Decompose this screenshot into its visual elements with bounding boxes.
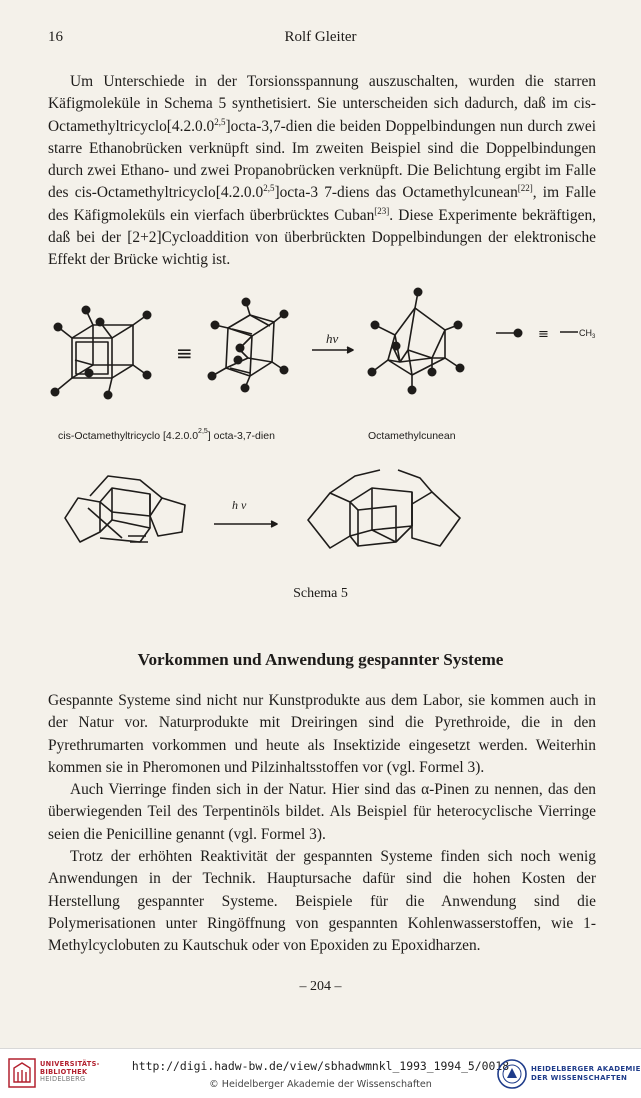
molecule-bridged-cubane: [308, 470, 460, 548]
paragraphs-section: [48, 690, 596, 958]
digital-library-bar: [0, 1048, 641, 1098]
molecule-octa-dien: [212, 302, 284, 388]
footer-page-number: – 204 –: [299, 979, 342, 994]
paragraph-natural-systems: Gespannte Systeme sind nicht nur Kunstprodukte aus dem Labor, sie kommen auch in der Natur vor. Naturprodukte mit Dreiringen sind die Pyrethroide, die in den Pyrethrumarten vorkommen und heute als Insektizide eingesetzt werden. Weiterhin kommen sie in Pheromonen und Pilzinhaltsstoffen vor (vgl. Formel 3).: [48, 692, 596, 776]
molecule-octamethylcunean: [372, 292, 460, 390]
hv-label-2: h ν: [232, 498, 247, 512]
library-name: UNIVERSITÄTS- BIBLIOTHEK HEIDELBERG: [40, 1060, 100, 1084]
paragraph-four-rings: Auch Vierringe finden sich in der Natur. Hier sind das α-Pinen zu nennen, das den überwiegenden Teil des Terpentinöls bildet. Als Beispiel für heterocyclische Vierringe seien die Penicilline genannt (vgl. Formel 3).: [48, 781, 596, 843]
permalink-url[interactable]: http://digi.hadw-bw.de/view/sbhadwmnkl_1993_1994_5/0018: [131, 1059, 510, 1073]
section-heading: Vorkommen und Anwendung gespannter Systeme: [137, 650, 504, 669]
equivalent-sign-legend: ≡: [538, 327, 549, 342]
caption-octamethylcunean: Octamethylcunean: [368, 430, 456, 442]
academy-seal-icon: [496, 1058, 528, 1090]
equivalent-sign: ≡: [176, 341, 193, 365]
scheme-caption: Schema 5: [293, 586, 348, 601]
academy-name: HEIDELBERGER AKADEMIE DER WISSENSCHAFTEN: [531, 1065, 641, 1082]
copyright-text: © Heidelberger Akademie der Wissenschaften: [209, 1079, 432, 1090]
paragraph-torsion: Um Unterschiede in der Torsionsspannung auszuschalten, wurden die starren Käfigmoleküle in Schema 5 synthetisiert. Sie unterscheiden sich dadurch, daß im cis-Octamethyltricyclo[4.2.0.0$^{2,5}$]octa-3,7-dien die beiden Doppelbindungen nun durch zwei starre Ethanobrücken verknüpft sind. Im zweiten Beispiel sind die Doppelbindungen durch zwei Ethano- und zwei Propanobrücken verknüpft. Die Belichtung ergibt im Falle des cis-Octamethyltricyclo[4.2.0.0$^{2,5}$]octa-3 7-diens das Octamethylcunean[22], im Falle des Käfigmoleküls ein vierfach überbrücktes Cuban[23]. Diese Experimente bekräftigen, daß bei der [2+2]Cycloaddition von überbrückten Doppelbindungen der elektronische Effekt der Brücke wichtig ist.: [48, 73, 596, 269]
molecule-bridged-cage: [65, 476, 185, 542]
running-header-author: Rolf Gleiter: [284, 29, 357, 45]
scheme-5-figure: [0, 280, 641, 610]
page-number-header: 16: [48, 29, 63, 45]
hv-label-1: hν: [326, 331, 339, 346]
methyl-label: $CH_3$: [579, 328, 596, 340]
paragraph-applications: Trotz der erhöhten Reaktivität der gespannten Systeme finden sich noch wenig Anwendungen in der Technik. Hauptursache dafür sind die hohen Kosten der Herstellung gespannter Systeme. Beispiele für die Anwendung sind die Polymerisationen unter Ringöffnung von gespannten Kohlenwasserstoffen, wie 1-Methylcyclobuten zu Kautschuk oder von Epoxiden zu Epoxidharzen.: [48, 848, 596, 955]
caption-tricyclo-dien: cis-Octamethyltricyclo [4.2.0.0$^{2,5}$] octa-3,7-dien: [58, 428, 275, 442]
